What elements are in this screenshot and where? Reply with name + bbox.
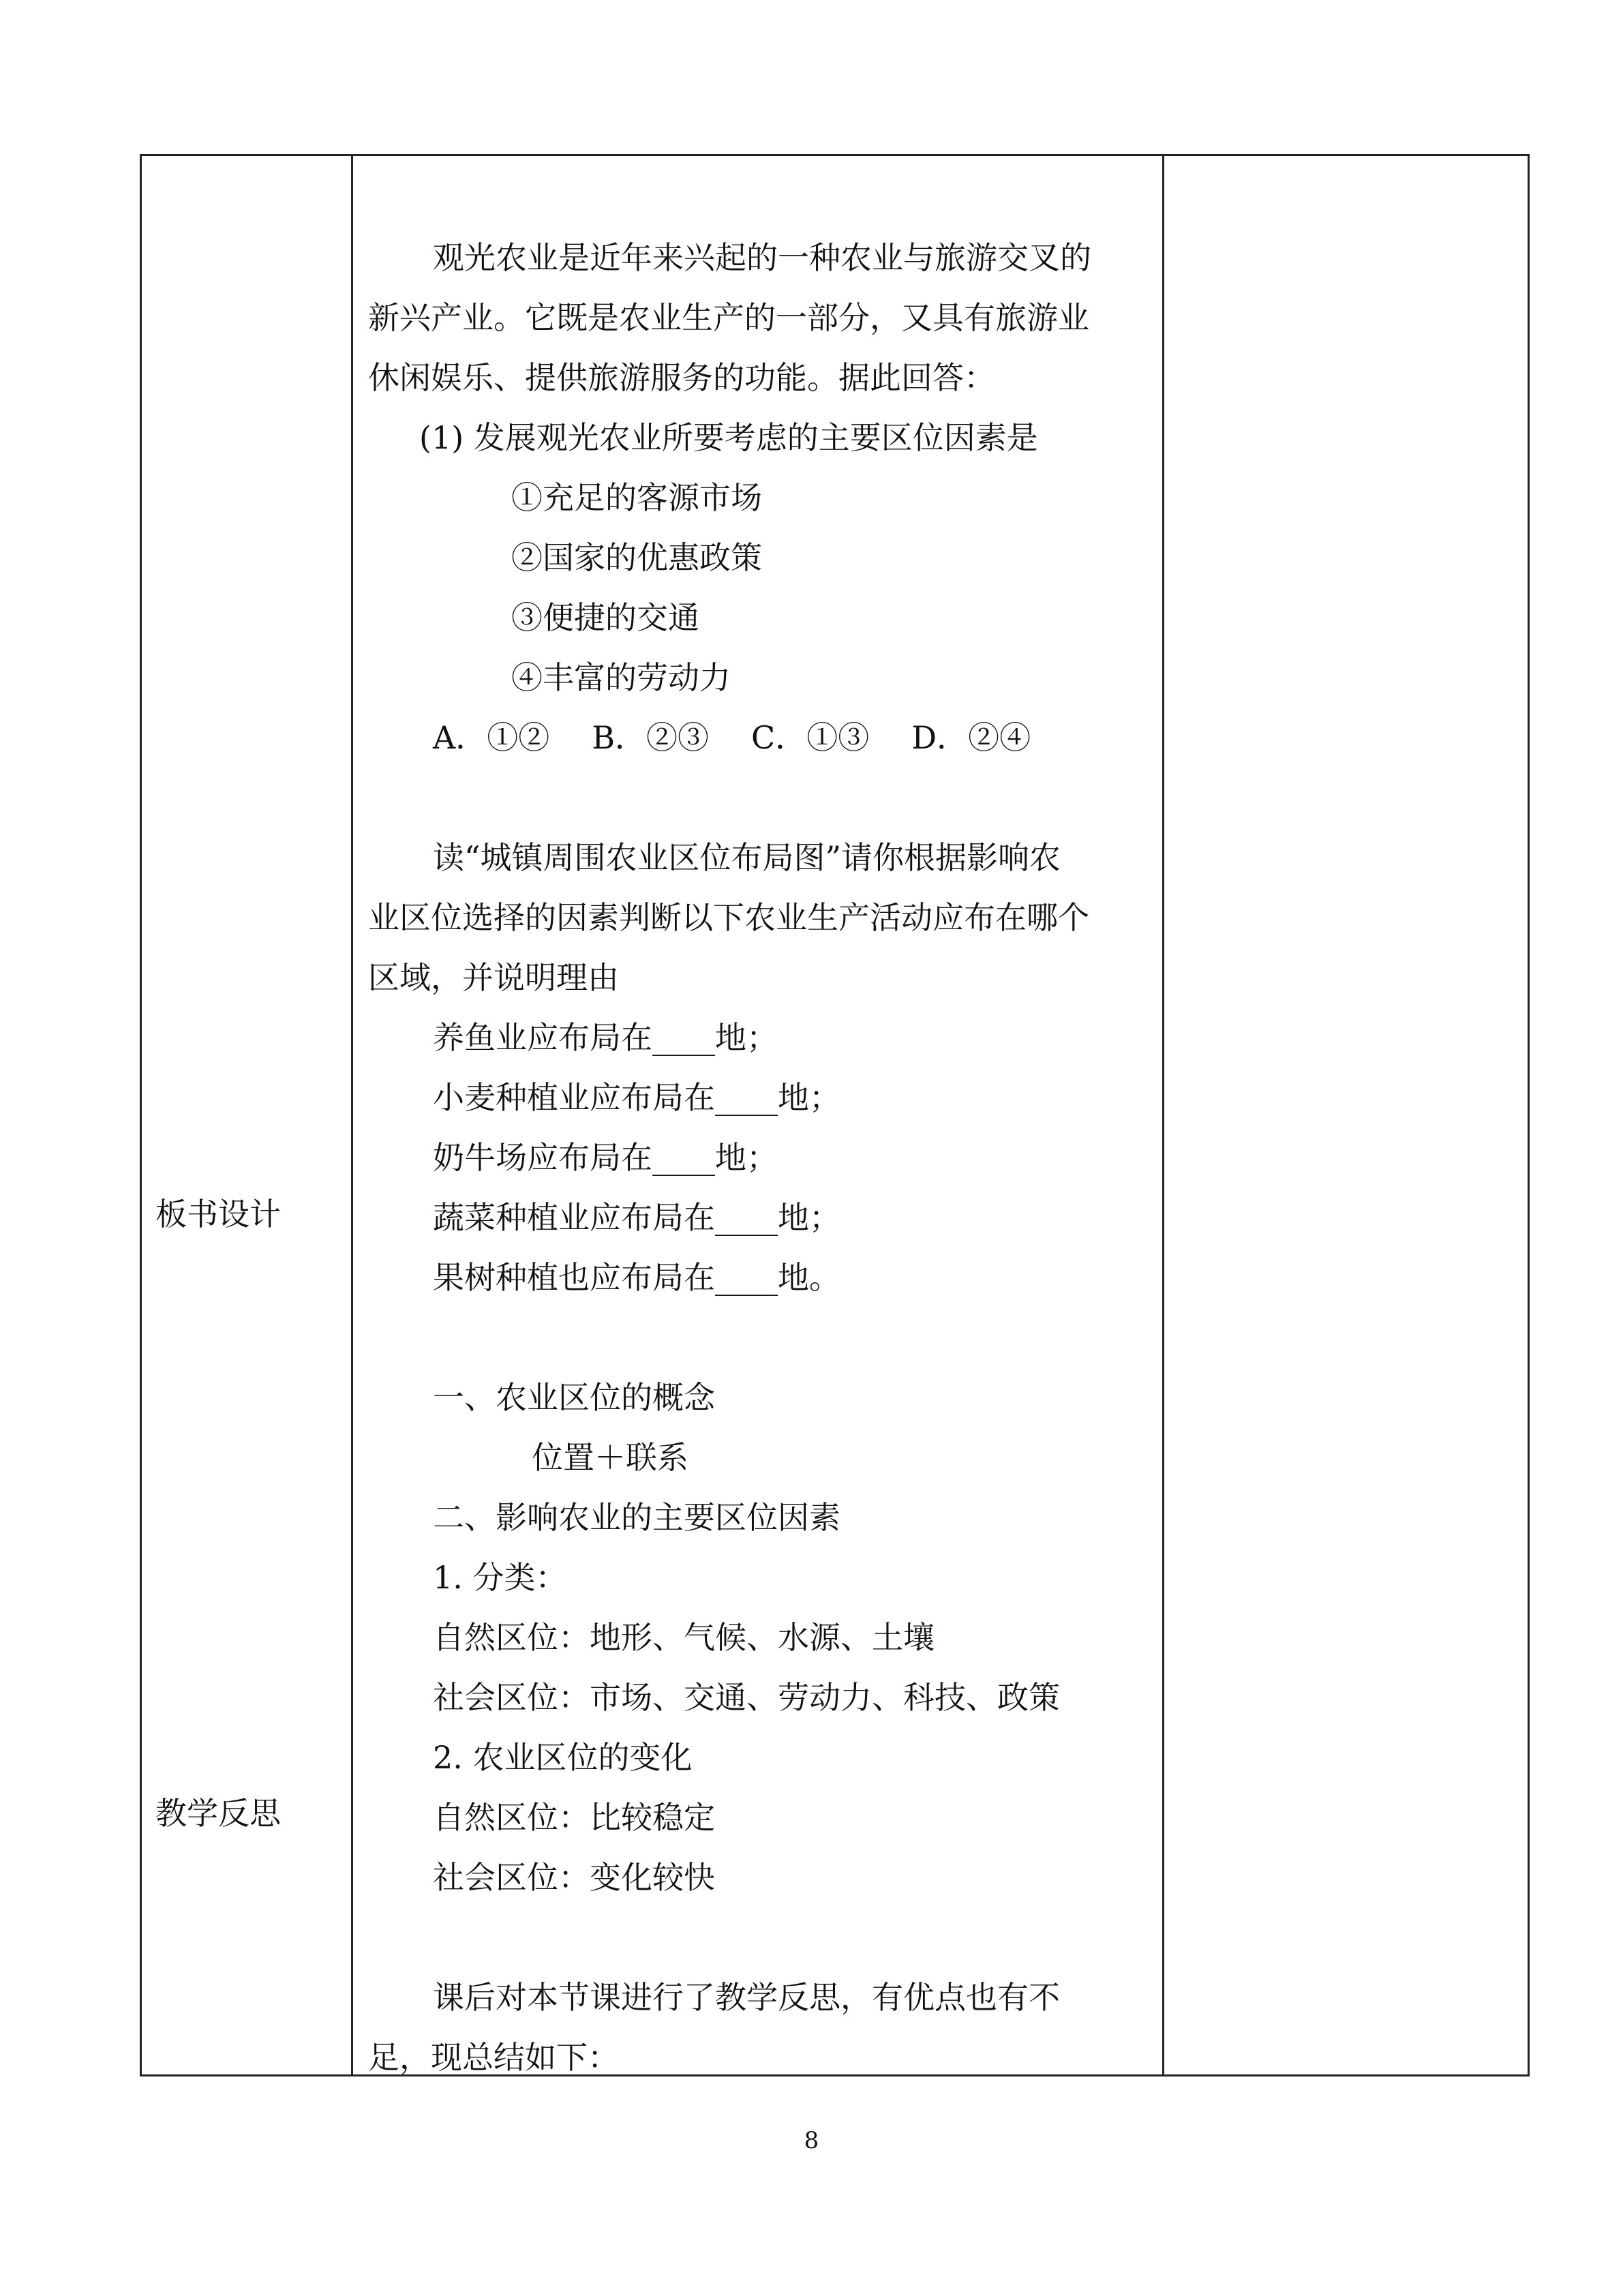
board-item-2: 2. 农业区位的变化 [433,1739,693,1776]
board-concept: 位置＋联系 [532,1439,688,1476]
q1-stem-line: 观光农业是近年来兴起的一种农业与旅游交叉的 [433,239,1091,276]
page-number: 8 [804,2127,819,2154]
board-social-factors: 社会区位：市场、交通、劳动力、科技、政策 [433,1679,1060,1716]
choice-d: D．②④ [911,719,1031,756]
spacer [368,1308,1159,1368]
board-item-1: 1. 分类： [433,1559,567,1596]
q2-stem-line: 读“城镇周围农业区位布局图”请你根据影响农 [433,839,1061,876]
q2-blank-line: 小麦种植业应布局在____地； [433,1079,840,1116]
column-divider-left [351,156,353,2074]
reflection-line: 课后对本节课进行了教学反思，有优点也有不 [433,1979,1060,2016]
q1-option: ②国家的优惠政策 [511,539,762,576]
column-divider-right [1162,156,1164,2074]
board-heading-2: 二、影响农业的主要区位因素 [433,1499,840,1536]
q1-option: ①充足的客源市场 [511,479,762,516]
choice-c: C．①③ [751,719,870,756]
reflection-line: 足，现总结如下： [368,2039,619,2076]
q2-stem-line: 业区位选择的因素判断以下农业生产活动应布在哪个 [368,899,1089,936]
q2-stem-line: 区域，并说明理由 [368,959,619,996]
q2-blank-line: 奶牛场应布局在____地； [433,1139,778,1176]
q1-sub-question: (1) 发展观光农业所要考虑的主要区位因素是 [419,419,1038,456]
q1-choices [368,708,1159,768]
choice-a: A．①② [433,719,550,756]
q1-option: ③便捷的交通 [511,599,699,636]
board-social-change: 社会区位：变化较快 [433,1859,715,1896]
board-heading-1: 一、农业区位的概念 [433,1379,715,1416]
board-natural-change: 自然区位：比较稳定 [433,1799,715,1836]
q2-blank-line: 养鱼业应布局在____地； [433,1019,778,1056]
board-natural-factors: 自然区位：地形、气候、水源、土壤 [433,1619,935,1656]
q1-stem-line: 新兴产业。它既是农业生产的一部分，又具有旅游业 [368,299,1089,336]
spacer [368,1907,1159,1967]
row-label-teaching-reflection: 教学反思 [155,1795,281,1832]
spacer [368,768,1159,828]
choice-b: B．②③ [592,719,710,756]
q2-blank-line: 果树种植也应布局在____地。 [433,1259,840,1296]
row-label-board-design: 板书设计 [155,1196,281,1233]
q1-stem-line: 休闲娱乐、提供旅游服务的功能。据此回答： [368,359,995,396]
q1-option: ④丰富的劳动力 [511,659,731,696]
q2-blank-line: 蔬菜种植业应布局在____地； [433,1199,840,1236]
main-content-column [368,228,1159,2087]
